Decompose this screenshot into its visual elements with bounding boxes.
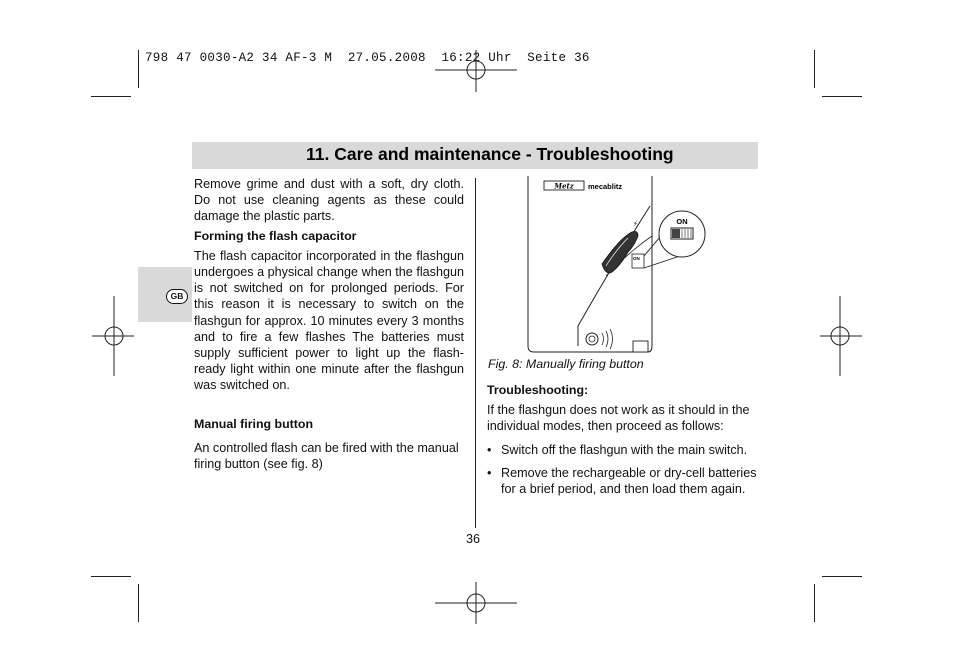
crop-mark-tr-h (822, 96, 862, 97)
capacitor-paragraph: The flash capacitor incorporated in the flashgun undergoes a physical change when the flashgun is not switched on for prolonged periods. For this reason it is necessary to switch on the flashgun for approx. 10 minutes every 3 months and to fire a few flashes The batteries must supply sufficient power to light up the flash-ready light within one minute after the flashgun was switched on. (194, 248, 464, 393)
language-badge: GB (166, 289, 188, 304)
bullet-symbol: • (487, 442, 492, 457)
crop-mark-br-h (822, 576, 862, 577)
page-number: 36 (466, 532, 481, 546)
manual-firing-heading: Manual firing button (194, 416, 314, 431)
crop-mark-tl-h (91, 96, 131, 97)
column-divider (475, 178, 476, 528)
bullet-text: Remove the rechargeable or dry-cell batteries for a brief period, and then load them again. (501, 465, 757, 497)
intro-paragraph: Remove grime and dust with a soft, dry cloth. Do not use cleaning agents as these could damage the plastic parts. (194, 177, 464, 224)
bullet-text: Switch off the flashgun with the main switch. (501, 442, 748, 457)
metz-logo: Metz (554, 181, 574, 191)
right-column (487, 382, 759, 497)
page-title: 11. Care and maintenance - Troubleshooting (306, 144, 674, 164)
switch-label: ON (676, 217, 688, 226)
flashgun-illustration (520, 176, 710, 356)
manual-firing-paragraph: An controlled flash can be fired with the manual firing button (see fig. 8) (194, 440, 459, 472)
section-title-bar (192, 142, 758, 169)
print-header: 798 47 0030-A2 34 AF-3 M 27.05.2008 16:22 Uhr Seite 36 (145, 51, 590, 65)
svg-text:⚡: ⚡ (633, 220, 638, 228)
crop-mark-bl-h (91, 576, 131, 577)
troubleshooting-heading: Troubleshooting: (487, 383, 589, 397)
brand-name: mecablitz (588, 181, 623, 191)
bullet-symbol: • (487, 465, 492, 480)
crop-mark-bl-v (138, 584, 139, 622)
bullet-item (487, 442, 759, 458)
left-column (194, 176, 464, 472)
crop-mark-tr-v (814, 50, 815, 88)
registration-mark-left (92, 296, 134, 376)
small-switch-label: ON (633, 256, 640, 261)
bullet-item (487, 465, 759, 497)
language-tab (138, 267, 192, 322)
registration-mark-right (820, 296, 862, 376)
troubleshooting-paragraph: If the flashgun does not work as it should in the individual modes, then proceed as follows: (487, 403, 750, 434)
registration-mark-top (435, 50, 517, 92)
figure-caption: Fig. 8: Manually firing button (488, 357, 644, 371)
capacitor-heading: Forming the flash capacitor (194, 228, 357, 243)
crop-mark-br-v (814, 584, 815, 622)
registration-mark-bottom (435, 582, 517, 624)
crop-mark-tl-v (138, 50, 139, 88)
